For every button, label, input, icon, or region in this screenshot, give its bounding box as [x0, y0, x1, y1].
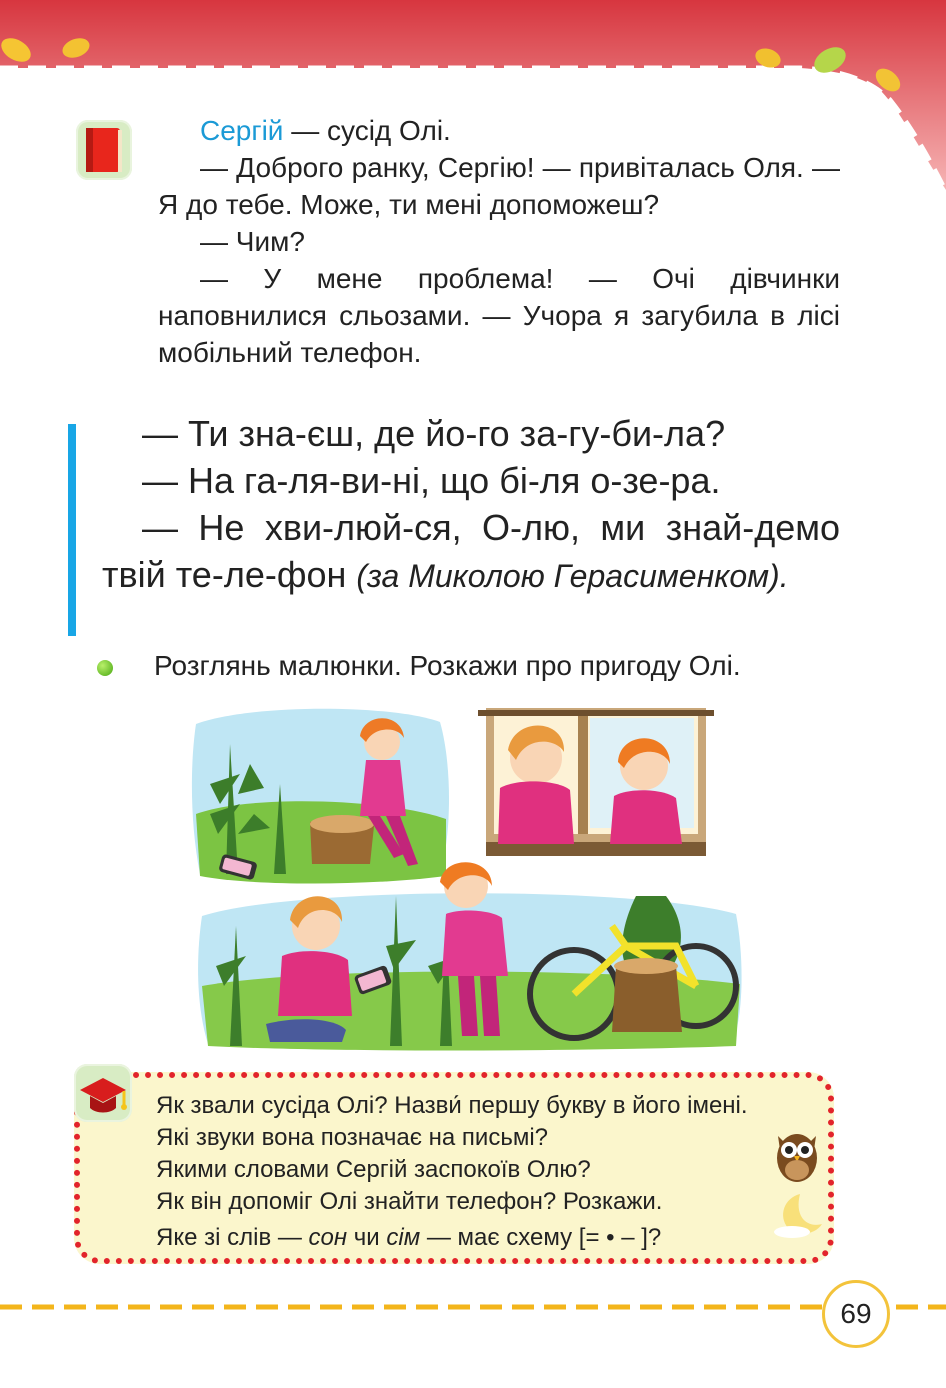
syllable-line-1: — Ти зна-єш, де йо-го за-гу-би-ла? [142, 413, 726, 454]
author-attribution: (за Миколою Герасименком). [356, 558, 789, 594]
question-4-part-b: чи [347, 1224, 387, 1251]
book-icon [76, 120, 132, 180]
story-line-1-rest: — сусід Олі. [283, 115, 451, 146]
story-text [158, 112, 840, 371]
question-4 [156, 1222, 776, 1254]
illustration-window-talk [478, 704, 714, 860]
story-paragraph-4: — У мене проблема! — Очі дівчинки наповнилися сльозами. — Учора я загубила в лісі мобільний телефон. [158, 263, 840, 368]
word-son: сон [308, 1224, 348, 1251]
question-4-part-c: — має схему [= • – ]? [420, 1224, 662, 1251]
syllable-line-3 [102, 504, 840, 600]
story-paragraph-2: — Доброго ранку, Сергію! — привіталась Оля. — Я до тебе. Може, ти мені допоможеш? [158, 152, 840, 220]
illustration-found-phone [196, 856, 746, 1052]
owl-icon [772, 1122, 822, 1184]
syllable-line-3-text: — Не хви-люй-ся, О-лю, ми знай-демо твій те-ле-фон [102, 507, 840, 595]
story-paragraph-3: — Чим? [200, 226, 305, 257]
syllable-line-2: — На га-ля-ви-ні, що бі-ля о-зе-ра. [142, 460, 721, 501]
questions-text [156, 1090, 776, 1254]
bullet-icon [97, 660, 113, 676]
question-3: Як він допоміг Олі знайти телефон? Розкажи. [156, 1188, 663, 1215]
graduation-cap-icon [74, 1064, 132, 1122]
syllable-dialogue [102, 410, 840, 600]
character-name: Сергій [200, 115, 284, 146]
word-sim: сім [386, 1224, 421, 1251]
story-line-1 [158, 112, 840, 149]
task-instruction: Розглянь малюнки. Розкажи про пригоду Олі. [154, 650, 741, 681]
page-number: 69 [840, 1298, 872, 1329]
question-2: Якими словами Сергій заспокоїв Олю? [156, 1156, 591, 1183]
moon-icon [770, 1190, 824, 1240]
question-1: Як звали сусіда Олі? Назви́ першу букву в його імені. Які звуки вона позначає на письмі? [156, 1092, 748, 1151]
reading-marker-bar [68, 424, 76, 636]
footer-dashed-line [0, 1304, 946, 1310]
question-4-part-a: Яке зі слів — [156, 1224, 309, 1251]
